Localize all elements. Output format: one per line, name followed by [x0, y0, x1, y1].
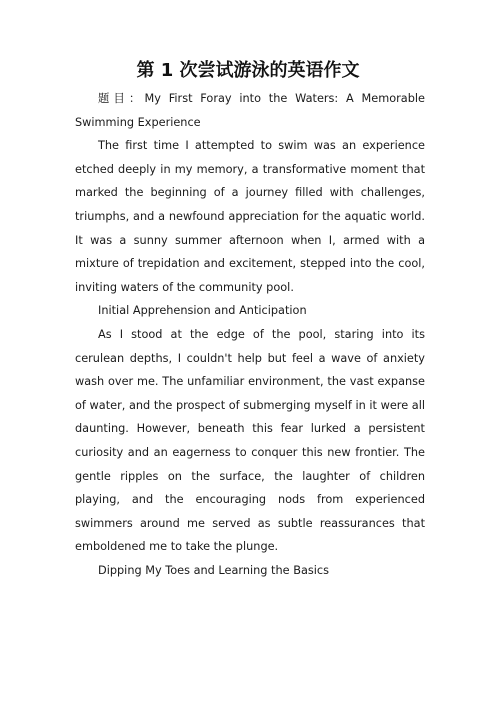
- section-heading-basics: Dipping My Toes and Learning the Basics: [98, 563, 329, 577]
- paragraph-apprehension: As I stood at the edge of the pool, staring into its cerulean depths, I couldn't help but feel a wave of anxiety wash over me. The unfamiliar environment, the vast expanse of water, and the prospect of submerging myself in it were all daunting. However, beneath this fear lurked a persistent curiosity and an eagerness to conquer this new frontier. The gentle ripples on the surface, the laughter of children playing, and the encouraging nods from experienced swimmers around me served as subtle reassurances that emboldened me to take the plunge.: [75, 327, 425, 554]
- subject-line: 题目：My First Foray into the Waters: A Memorable Swimming Experience: [75, 92, 425, 129]
- document-title: 第 1 次尝试游泳的英语作文: [136, 60, 360, 81]
- document-body: [75, 87, 425, 582]
- section-heading-apprehension: Initial Apprehension and Anticipation: [98, 304, 307, 318]
- paragraph-intro: The first time I attempted to swim was an experience etched deeply in my memory, a transformative moment that marked the beginning of a journey filled with challenges, triumphs, and a newfound appreciation for the aquatic world. It was a sunny summer afternoon when I, armed with a mixture of trepidation and excitement, stepped into the cool, inviting waters of the community pool.: [75, 139, 425, 294]
